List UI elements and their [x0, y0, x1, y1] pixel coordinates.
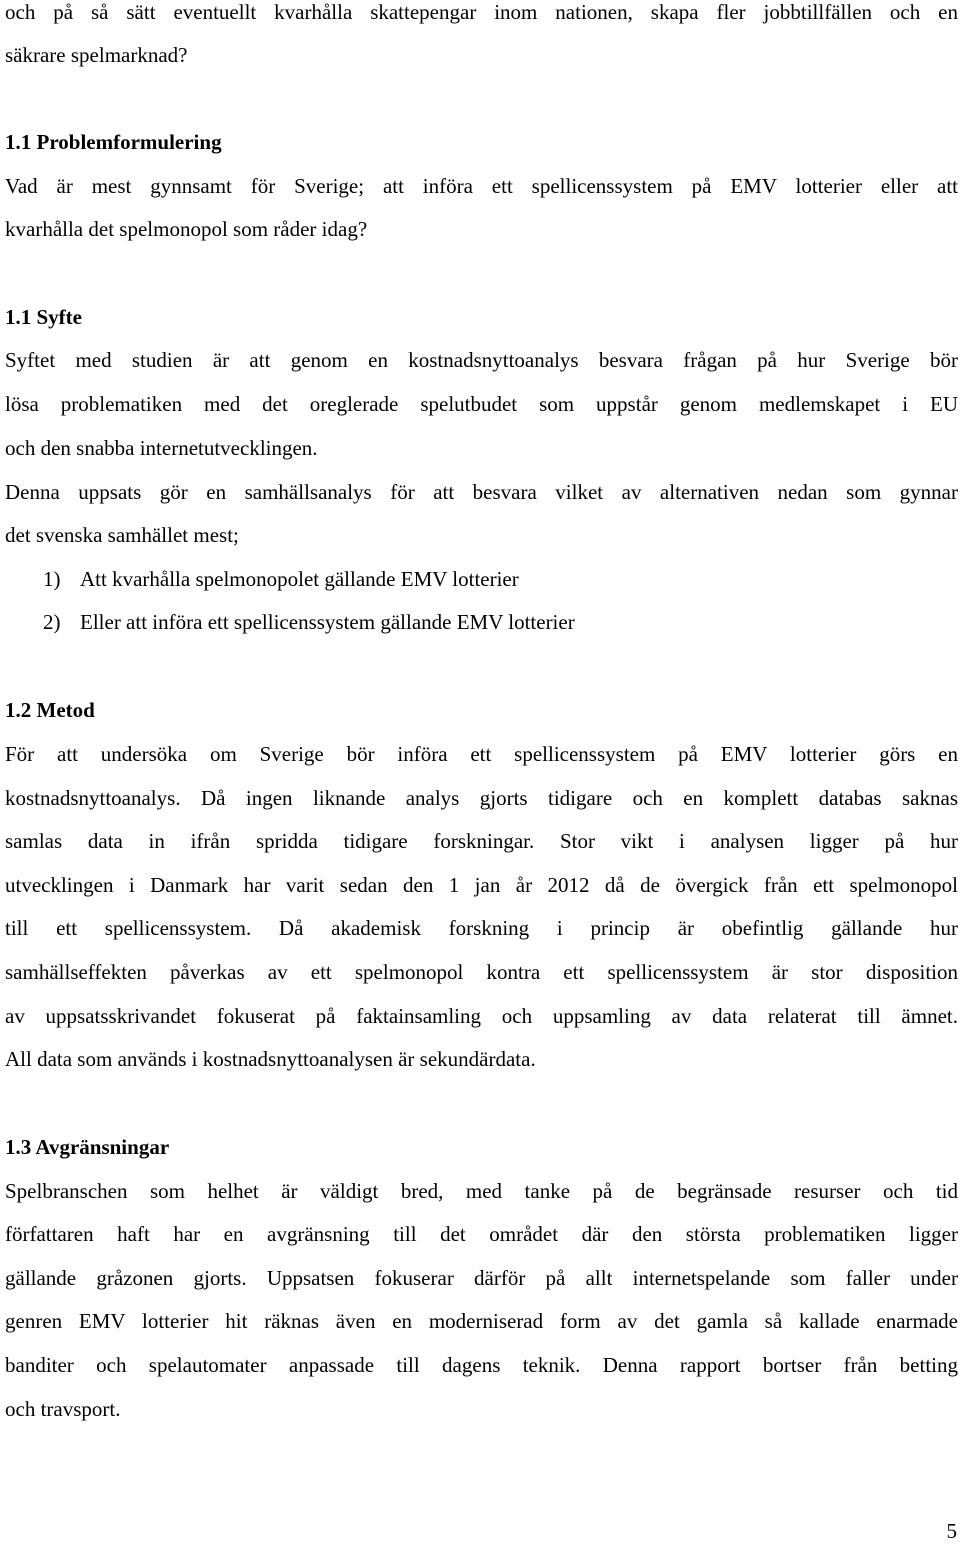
avgransningar-heading: 1.3 Avgränsningar — [5, 1135, 170, 1159]
avgransningar-line: författaren haft har en avgränsning till det området där den största problematiken ligger — [5, 1222, 958, 1246]
problem-line-1: Vad är mest gynnsamt för Sverige; att införa ett spellicenssystem på EMV lotterier eller att — [5, 174, 958, 198]
avgransningar-line: gällande gråzonen gjorts. Uppsatsen fokuserar därför på allt internetspelande som faller under — [5, 1266, 958, 1290]
syfte-line-4: Denna uppsats gör en samhällsanalys för att besvara vilket av alternativen nedan som gynnar — [5, 480, 958, 504]
syfte-line-5: det svenska samhället mest; — [5, 523, 239, 547]
list-item: Eller att införa ett spellicenssystem gällande EMV lotterier — [80, 610, 575, 634]
metod-line: samlas data in ifrån spridda tidigare forskningar. Stor vikt i analysen ligger på hur — [5, 829, 958, 853]
problem-heading: 1.1 Problemformulering — [5, 130, 222, 154]
metod-heading: 1.2 Metod — [5, 698, 95, 722]
metod-line: utvecklingen i Danmark har varit sedan den 1 jan år 2012 då de övergick från ett spelmonopol — [5, 873, 958, 897]
list-item-number: 1) — [43, 567, 61, 591]
metod-line: till ett spellicenssystem. Då akademisk forskning i princip är obefintlig gällande hur — [5, 916, 958, 940]
list-item-number: 2) — [43, 610, 61, 634]
metod-line: samhällseffekten påverkas av ett spelmonopol kontra ett spellicenssystem är stor disposition — [5, 960, 958, 984]
intro-line-2: säkrare spelmarknad? — [5, 43, 188, 67]
page-number: 5 — [946, 1519, 957, 1543]
metod-line: All data som används i kostnadsnyttoanalysen är sekundärdata. — [5, 1047, 536, 1071]
avgransningar-line: och travsport. — [5, 1397, 121, 1421]
metod-line: För att undersöka om Sverige bör införa ett spellicenssystem på EMV lotterier görs en — [5, 742, 958, 766]
avgransningar-line: Spelbranschen som helhet är väldigt bred, med tanke på de begränsade resurser och tid — [5, 1179, 958, 1203]
syfte-line-1: Syftet med studien är att genom en kostnadsnyttoanalys besvara frågan på hur Sverige bör — [5, 348, 958, 372]
list-item: Att kvarhålla spelmonopolet gällande EMV lotterier — [80, 567, 519, 591]
syfte-heading: 1.1 Syfte — [5, 305, 82, 329]
metod-line: av uppsatsskrivandet fokuserat på faktainsamling och uppsamling av data relaterat till ämnet. — [5, 1004, 958, 1028]
syfte-line-3: och den snabba internetutvecklingen. — [5, 436, 318, 460]
metod-line: kostnadsnyttoanalys. Då ingen liknande analys gjorts tidigare och en komplett databas saknas — [5, 786, 958, 810]
syfte-line-2: lösa problematiken med det oreglerade spelutbudet som uppstår genom medlemskapet i EU — [5, 392, 958, 416]
avgransningar-line: genren EMV lotterier hit räknas även en moderniserad form av det gamla så kallade enarmade — [5, 1309, 958, 1333]
problem-line-2: kvarhålla det spelmonopol som råder idag? — [5, 217, 368, 241]
intro-line-1: och på så sätt eventuellt kvarhålla skattepengar inom nationen, skapa fler jobbtillfällen och en — [5, 0, 958, 24]
avgransningar-line: banditer och spelautomater anpassade till dagens teknik. Denna rapport bortser från betting — [5, 1353, 958, 1377]
